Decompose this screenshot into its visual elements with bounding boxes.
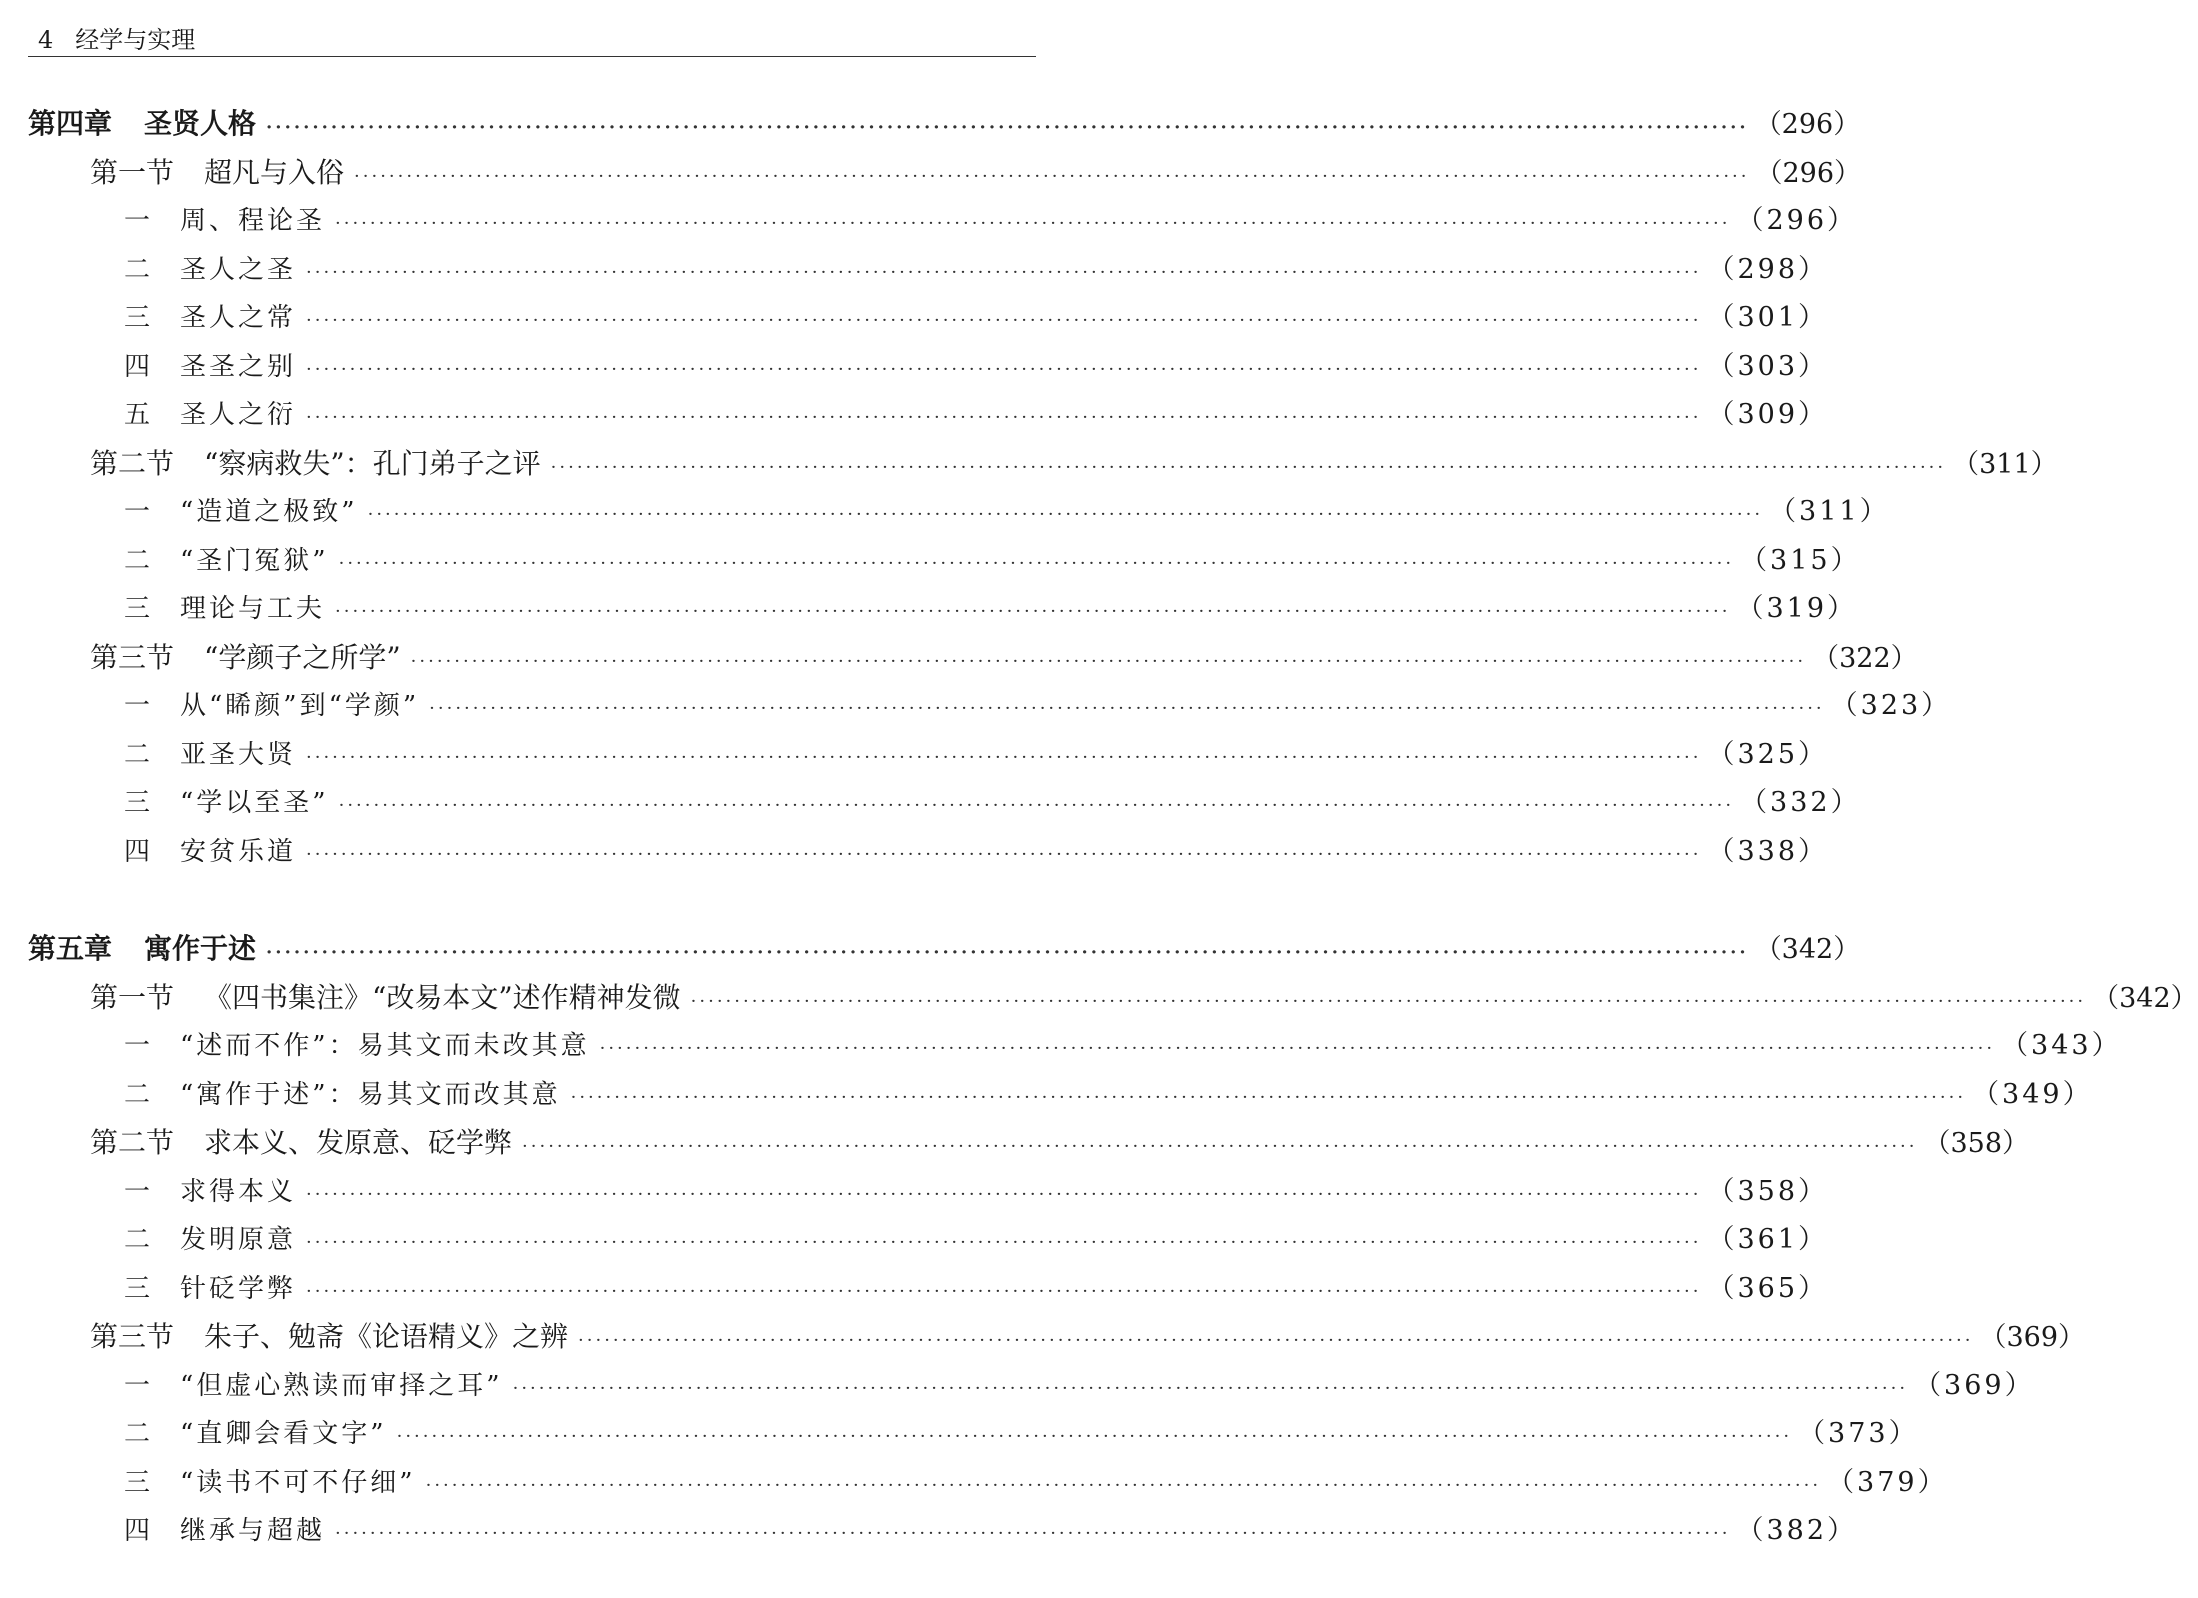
toc-page-number: （319） [1736, 593, 1858, 624]
toc-entry-number: 第二节 [90, 1126, 175, 1159]
toc-entry-label [124, 246, 296, 295]
toc-entry-number: 二 [124, 1079, 154, 1110]
leader-dots: ································································································································································ [306, 261, 1702, 283]
toc-item-row [28, 391, 1829, 440]
toc-entry-label [90, 149, 344, 198]
running-header [28, 24, 1036, 57]
leader-dots: ································································································································································ [335, 601, 1731, 622]
toc-entry-label [124, 391, 296, 440]
toc-page-number: （309） [1707, 399, 1829, 430]
toc-entry-label [124, 343, 296, 392]
toc-item-row [28, 731, 1829, 780]
leader-dots: ································································································································································ [570, 1086, 1967, 1108]
toc-page-number: （315） [1740, 544, 1861, 576]
toc-entry-label [90, 1313, 568, 1362]
toc-page-number: （323） [1830, 690, 1952, 721]
toc-entry-title: “学颜子之所学” [204, 640, 401, 674]
toc-entry-number: 四 [124, 1516, 154, 1546]
toc-page-number: （343） [2001, 1030, 2122, 1061]
toc-entry-title: “直卿会看文字” [180, 1419, 387, 1449]
toc-entry-title: “圣门冤狱” [180, 545, 329, 576]
toc-page-number: （296） [1736, 205, 1858, 236]
toc-entry-title: 针砭学弊 [180, 1273, 297, 1304]
leader-dots: ································································································································································ [335, 1523, 1731, 1544]
toc-item-row [28, 1410, 1919, 1459]
toc-item-row [28, 1362, 2035, 1411]
toc-item-row [28, 246, 1829, 295]
toc-entry-number: 第一节 [90, 980, 175, 1014]
leader-dots: ································································································································································ [522, 1136, 1918, 1157]
toc-entry-number: 五 [124, 400, 154, 430]
toc-entry-title: 圣人之衍 [180, 400, 297, 430]
leader-dots: ································································································································································ [306, 746, 1702, 768]
table-of-contents [28, 100, 2198, 1556]
toc-entry-number: 三 [124, 788, 154, 818]
toc-entry-title: 圣圣之别 [180, 351, 297, 382]
toc-entry-title: “察病救失”：孔门弟子之评 [204, 446, 541, 480]
toc-entry-number: 四 [124, 351, 154, 382]
toc-page-number: （338） [1707, 835, 1829, 867]
toc-entry-label [90, 634, 401, 683]
toc-section-row [28, 634, 1918, 683]
toc-entry-number: 一 [124, 1176, 154, 1207]
toc-entry-title: “寓作于述”：易其文而改其意 [180, 1079, 561, 1110]
toc-entry-label [124, 779, 329, 828]
toc-entry-number: 四 [124, 836, 154, 867]
toc-item-row [28, 1071, 2093, 1120]
toc-page-number: （358） [1923, 1128, 2030, 1159]
toc-entry-label [28, 925, 256, 974]
toc-page-number: （296） [1754, 109, 1861, 140]
toc-entry-title: 圣人之圣 [180, 254, 297, 285]
toc-entry-number: 三 [124, 1273, 154, 1304]
leader-dots: ································································································································································ [367, 504, 1764, 525]
leader-dots: ································································································································································ [410, 650, 1807, 672]
toc-entry-title: 寓作于述 [144, 932, 257, 965]
leader-dots: ································································································································································ [354, 165, 1750, 187]
toc-entry-title: 求得本义 [180, 1176, 297, 1207]
toc-page-number: （322） [1812, 642, 1918, 674]
toc-entry-label [124, 585, 325, 634]
toc-entry-title: “述而不作”：易其文而未改其意 [180, 1031, 590, 1061]
leader-dots: ································································································································································ [306, 407, 1702, 428]
toc-entry-title: 理论与工夫 [180, 594, 326, 624]
leader-dots: ································································································································································ [266, 117, 1749, 138]
leader-dots: ································································································································································ [306, 1183, 1702, 1205]
leader-dots: ································································································································································ [338, 552, 1735, 574]
leader-dots: ································································································································································ [306, 310, 1702, 331]
toc-entry-title: 求本义、发原意、砭学弊 [204, 1126, 513, 1159]
toc-section-row [28, 1119, 2030, 1168]
leader-dots: ································································································································································ [578, 1330, 1974, 1351]
toc-entry-number: 一 [124, 206, 154, 236]
toc-entry-title: 从“睎颜”到“学颜” [180, 691, 420, 721]
toc-entry-number: 二 [124, 1225, 154, 1255]
toc-entry-label [124, 828, 296, 877]
toc-page-number: （303） [1707, 350, 1829, 382]
toc-entry-label [124, 731, 296, 780]
toc-entry-title: 安贫乐道 [180, 836, 297, 867]
toc-page-number: （296） [1755, 157, 1862, 189]
toc-page-number: （369） [1914, 1369, 2035, 1401]
toc-entry-number: 一 [124, 1370, 154, 1401]
toc-entry-label [28, 100, 256, 149]
leader-dots: ································································································································································ [306, 1280, 1702, 1302]
toc-entry-label [90, 440, 541, 489]
toc-entry-label [124, 1168, 296, 1217]
toc-entry-title: 超凡与入俗 [204, 155, 345, 189]
leader-dots: ································································································································································ [338, 795, 1735, 816]
page-number: 4 [38, 26, 54, 54]
toc-item-row [28, 1507, 1858, 1556]
leader-dots: ································································································································································ [425, 1474, 1822, 1496]
leader-dots: ································································································································································ [690, 990, 2087, 1012]
toc-page-number: （369） [1979, 1322, 2086, 1353]
toc-entry-number: 三 [124, 1467, 154, 1498]
toc-entry-label [124, 488, 358, 537]
toc-item-row [28, 488, 1890, 537]
leader-dots: ································································································································································ [599, 1038, 1996, 1059]
toc-page-number: （358） [1707, 1175, 1829, 1207]
leader-dots: ································································································································································ [429, 698, 1825, 719]
toc-entry-title: “读书不可不仔细” [180, 1467, 416, 1498]
toc-entry-label [124, 1507, 325, 1556]
toc-entry-title: “造道之极致” [180, 497, 358, 527]
toc-entry-label [124, 682, 419, 731]
toc-section-row [28, 974, 2198, 1023]
toc-page-number: （349） [1972, 1078, 2093, 1110]
toc-page-number: （379） [1827, 1466, 1948, 1498]
toc-item-row [28, 682, 1952, 731]
toc-entry-label [124, 1071, 561, 1120]
toc-entry-label [124, 1410, 387, 1459]
toc-entry-title: “但虚心熟读而审择之耳” [180, 1370, 503, 1401]
toc-entry-number: 第三节 [90, 640, 175, 674]
toc-entry-title: 圣贤人格 [144, 107, 257, 140]
toc-item-row [28, 1168, 1829, 1217]
toc-item-row [28, 1216, 1829, 1265]
toc-entry-title: 周、程论圣 [180, 206, 326, 236]
toc-section-row [28, 440, 2058, 489]
toc-entry-label [124, 1216, 296, 1265]
toc-entry-label [124, 1022, 590, 1071]
toc-entry-number: 一 [124, 497, 154, 527]
toc-entry-title: 《四书集注》“改易本文”述作精神发微 [204, 980, 681, 1014]
book-title: 经学与实理 [75, 26, 196, 54]
toc-entry-title: “学以至圣” [180, 788, 329, 818]
toc-item-row [28, 197, 1858, 246]
leader-dots: ································································································································································ [306, 1232, 1702, 1253]
toc-entry-number: 二 [124, 254, 154, 285]
leader-dots: ································································································································································ [335, 213, 1731, 234]
toc-entry-number: 第一节 [90, 155, 175, 189]
toc-entry-label [90, 1119, 512, 1168]
toc-item-row [28, 294, 1829, 343]
toc-chapter-row [28, 100, 1861, 149]
toc-entry-label [90, 974, 681, 1023]
leader-dots: ································································································································································ [306, 358, 1702, 380]
toc-item-row [28, 585, 1858, 634]
toc-item-row [28, 537, 1861, 586]
toc-entry-number: 第二节 [90, 446, 175, 480]
toc-entry-label [124, 537, 329, 586]
toc-page-number: （342） [2092, 982, 2198, 1014]
toc-entry-number: 二 [124, 545, 154, 576]
toc-page-number: （311） [1769, 496, 1890, 527]
leader-dots: ································································································································································ [396, 1426, 1793, 1447]
toc-page-number: （361） [1707, 1224, 1829, 1255]
toc-entry-label [124, 294, 296, 343]
toc-item-row [28, 1022, 2122, 1071]
toc-item-row [28, 1459, 1948, 1508]
toc-page-number: （342） [1754, 934, 1861, 965]
toc-entry-number: 二 [124, 1419, 154, 1449]
toc-entry-title: 发明原意 [180, 1225, 297, 1255]
toc-section-row [28, 149, 1862, 198]
leader-dots: ································································································································································ [550, 456, 1947, 478]
toc-entry-title: 圣人之常 [180, 303, 297, 333]
toc-entry-title: 亚圣大贤 [180, 739, 297, 770]
leader-dots: ································································································································································ [512, 1377, 1909, 1399]
chapter-spacer [28, 876, 1036, 925]
toc-page-number: （298） [1707, 253, 1829, 285]
toc-entry-number: 一 [124, 691, 154, 721]
toc-page-number: （301） [1707, 302, 1829, 333]
toc-item-row [28, 1265, 1829, 1314]
toc-entry-number: 一 [124, 1031, 154, 1061]
toc-item-row [28, 779, 1861, 828]
toc-page-number: （373） [1798, 1418, 1919, 1449]
toc-entry-label [124, 1362, 503, 1411]
leader-dots: ································································································································································ [306, 843, 1702, 865]
toc-page-number: （365） [1707, 1272, 1829, 1304]
toc-section-row [28, 1313, 2086, 1362]
toc-entry-number: 第五章 [28, 932, 113, 965]
toc-entry-number: 第三节 [90, 1320, 175, 1353]
leader-dots: ································································································································································ [266, 942, 1749, 963]
toc-page-number: （332） [1740, 787, 1861, 818]
toc-entry-label [124, 1459, 416, 1508]
toc-entry-number: 三 [124, 303, 154, 333]
toc-page-number: （311） [1952, 448, 2058, 480]
toc-entry-number: 二 [124, 739, 154, 770]
toc-entry-label [124, 197, 325, 246]
toc-entry-title: 朱子、勉斋《论语精义》之辨 [204, 1320, 569, 1353]
toc-item-row [28, 828, 1829, 877]
toc-entry-number: 第四章 [28, 107, 113, 140]
toc-entry-title: 继承与超越 [180, 1516, 326, 1546]
toc-chapter-row [28, 925, 1861, 974]
toc-entry-label [124, 1265, 296, 1314]
toc-entry-number: 三 [124, 594, 154, 624]
toc-page-number: （382） [1736, 1515, 1858, 1546]
toc-page-number: （325） [1707, 738, 1829, 770]
toc-item-row [28, 343, 1829, 392]
